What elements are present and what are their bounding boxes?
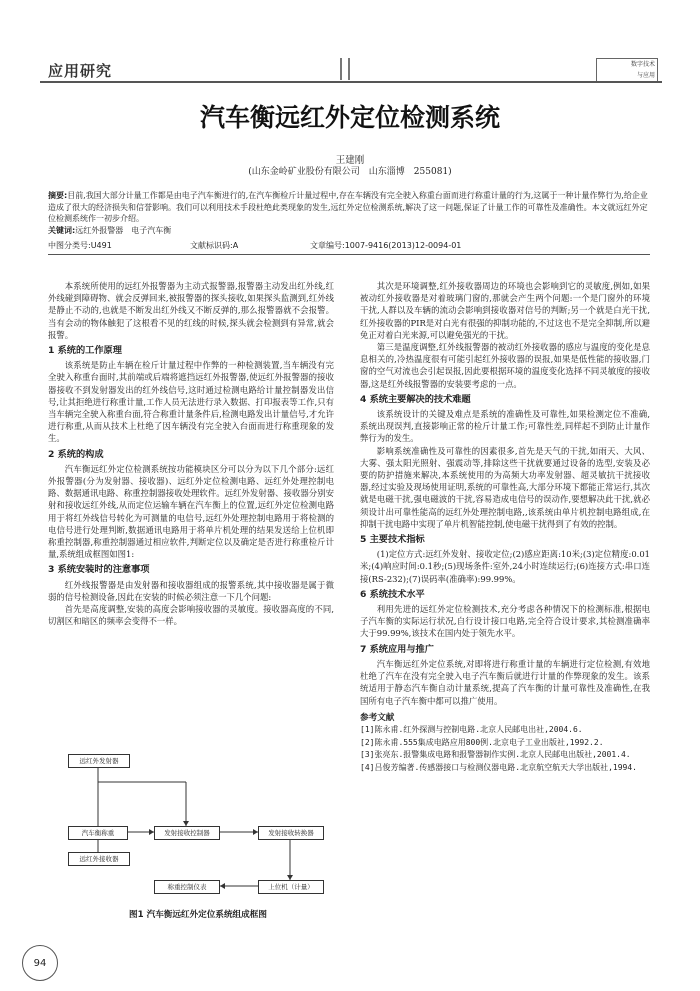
paragraph: 其次是环境调整,红外接收器周边的环境也会影响到它的灵敏度,例如,如果被动红外接收器是对着玻璃门窗的,那就会产生两个问题:一个是门窗外的环境干扰,人群以及车辆的流动会影响到接收器对信号的判断;另一个就是白光干扰,红外接收器的PIR是对白光有很强的抑制功能的,不过这也不是完全抑制,所以避免正对着白光来源,可以避免强光的干扰。: [360, 281, 650, 340]
detect-controller-block: 发射接收控制器: [154, 826, 220, 840]
abstract: [48, 190, 648, 236]
header-rule: [40, 81, 662, 83]
page-number: 94: [22, 945, 58, 981]
logo-line-2: 与应用: [636, 72, 655, 79]
intro-paragraph: 本系统所使用的远红外报警器为主动式报警器,报警器主动发出红外线,红外线碰到障碍物、就会反弹回来,被报警器的探头接收,如果探头监测到,红外线是静止不动的,也就是不断发出红外线又不断反弹的,那么报警器就不会报警。当有会动的物体触犯了这根看不见的红线的时候,探头就会检测到有异常,就会报警。: [48, 281, 334, 340]
paragraph: 首先是高度调整,安装的高度会影响接收器的灵敏度。接收器高度的不同,切割区和暗区的频率会变得不一样。: [48, 604, 334, 627]
paragraph: 汽车衡远红外定位系统,对即将进行称重计量的车辆进行定位检测,有效地杜绝了汽车在没有完全驶入电子汽车衡后就进行计量的作弊现象的发生。该系统适用于静态汽车衡自动计量系统,提高了汽车衡的计量可靠性及准确性,在我国所有电子汽车衡中都可以推广使用。: [360, 658, 650, 706]
section-heading: 5 主要技术指标: [360, 534, 425, 546]
meta-rule: [48, 254, 650, 255]
keywords-text: 远红外报警器 电子汽车衡: [75, 225, 172, 235]
logo-line-1: 数字技术: [630, 61, 655, 68]
section-heading: 1 系统的工作原理: [48, 345, 122, 357]
clc-number: 中图分类号:U491: [48, 241, 112, 250]
author: 王建刚: [335, 155, 365, 166]
reference-item: [2]陈永甫.555集成电路应用800例.北京电子工业出版社,1992.2.: [360, 737, 604, 747]
converter-block: 发射接收转换器: [258, 826, 324, 840]
reference-item: [4]吕俊芳编著.传感器接口与检测仪器电路.北京航空航天大学出版社,1994.: [360, 762, 637, 772]
paragraph: 该系统是防止车辆在检斤计量过程中作弊的一种检测装置,当车辆没有完全驶入称重台面时,其前端或后端将遮挡远红外报警器,使远红外报警器的接收器接收不到发射器发出的红外线信号,这时通过检测电路给计量控制器发出信号,让其拒绝进行称重计量,工作人员无法进行录入数据、打印报表等工作,只有当车辆完全驶入称重台面,符合称重计量条件后,检测电路发出计量信号,才允许进行称重,从而从技术上杜绝了因车辆没有完全驶入台面而进行称重现象的发生。: [48, 360, 334, 444]
paragraph: 该系统设计的关键及难点是系统的准确性及可靠性,如果检测定位不准确,系统出现误判,直接影响正常的检斤计量工作;可靠性差,同样起不到防止计量作弊行为的发生。: [360, 409, 650, 444]
figure-caption: 图1 汽车衡远红外定位系统组成框图: [129, 910, 267, 920]
section-heading: 2 系统的构成: [48, 448, 104, 460]
paragraph: 红外线报警器是由发射器和接收器组成的报警系统,其中接收器是属于微弱的信号检测设备,因此在安装的时候必须注意一下几个问题:: [48, 579, 334, 602]
article-title: 汽车衡远红外定位检测系统: [199, 103, 500, 132]
paragraph: 影响系统准确性及可靠性的因素很多,首先是天气的干扰,如雨天、大风、大雾、强太阳光照射、强震动等,排除这些干扰就要通过设备的选型,安装及必要的防护措施来解决,本系统使用的为高频大功率发射器、超灵敏抗干扰接收器,经过实验及现场使用证明,系统的可靠性高,大部分环境下都能正常运行,其次就是电磁干扰,强电磁波的干扰,容易造成电信号的误动作,要想解决此干扰,就必须设计出可靠性能高的远红外处理控制电路,,该系统由单片机控制电路组成,在抑制干扰电路中实现了单片机智能控制,使电磁干扰得到了有效的控制。: [360, 445, 650, 529]
ir-receiver-block: 远红外接收器: [68, 852, 130, 866]
paragraph: 汽车衡远红外定位检测系统按功能模块区分可以分为以下几个部分:远红外报警器(分为发射器、接收器)、远红外定位检测电路、远红外处理控制电路、数据通讯电路、称重控制器接收处理软件。远红外发射器、接收器分别安射和接收远红外线,从而定位运输车辆在汽车衡上的位置,远红外定位检测电路用于将红外线信号转化为可测量的电信号,远红外处理控制电路用于将检测的电信号进行处理判断,数据通讯电路用于将单片机处理的结果发送给上位机即称重控制器,称重控制器通过相应软件,判断定位以及确定是否进行称重检斤计量,系统组成框图如图1:: [48, 463, 334, 560]
reference-item: [1]陈永甫.红外探测与控制电路.北京人民邮电出社,2004.6.: [360, 724, 583, 734]
reference-item: [3]张亮东.报警集成电路和报警器制作实例.北京人民邮电出版社,2001.4.: [360, 750, 631, 760]
references-heading: 参考文献: [360, 712, 395, 723]
journal-logo: [596, 58, 658, 82]
paragraph: 利用先进的远红外定位检测技术,充分考虑各种情况下的检测标准,根据电子汽车衡的实际运行状况,自行设计接口电路,完全符合设计要求,其检测准确率大于99.99%,该技术在国内处于领先水平。: [360, 604, 650, 639]
affiliation: (山东金岭矿业股份有限公司 山东淄博 255081): [248, 167, 452, 177]
paragraph: (1)定位方式:远红外发射、接收定位;(2)感应距离:10米;(3)定位精度:0.01米;(4)响应时间:0.1秒;(5)现场条件:室外,24小时连续运行;(6)连接方式:串口连接(RS-232);(7)误码率(准确率):99.99%。: [360, 549, 650, 584]
abstract-text: 目前,我国大部分计量工作都是由电子汽车衡进行的,在汽车衡检斤计量过程中,存在车辆没有完全驶入称重台面而进行称重计量的行为,这属于一种计量作弊行为,给企业造成了很大的经济损失和信誉影响。我们可以利用技术手段杜绝此类现象的发生,远红外定位检测系统,解决了这一问题,保证了计量工作的可靠性及准确性。本文就远红外定位检测系统作一初步介绍。: [48, 191, 648, 223]
document-code: 文献标识码:A: [190, 241, 239, 250]
section-label: 应用研究: [48, 62, 113, 80]
section-heading: 7 系统应用与推广: [360, 643, 434, 655]
left-column: [48, 280, 334, 627]
keywords-label: 关键词:: [48, 225, 76, 235]
header-divider: [340, 58, 342, 80]
abstract-label: 摘要:: [48, 191, 68, 200]
header-divider: [348, 58, 350, 80]
paragraph: 第三是温度调整,红外线报警器的被动红外接收器的感应与温度的变化是息息相关的,冷热温度很有可能引起红外接收器的误报,如果是低性能的接收器,门窗的空气对流也会引起误报,因此要根据环境的温度变化选择不同灵敏度的接收器,这是红外线报警器的安装要考虑的一点。: [360, 342, 650, 389]
section-heading: 4 系统主要解决的技术难题: [360, 393, 471, 405]
host-computer-block: 上位机（计量）: [258, 880, 324, 894]
scale-weighing-block: 汽车衡称重: [68, 826, 128, 840]
article-number: 文章编号:1007-9416(2013)12-0094-01: [310, 241, 462, 250]
right-column: [360, 280, 650, 774]
section-heading: 3 系统安装时的注意事项: [48, 564, 150, 576]
system-block-diagram: [58, 752, 334, 902]
weighing-controller-block: 称重控制仪表: [154, 880, 220, 894]
ir-transmitter-block: 远红外发射器: [68, 754, 130, 768]
section-heading: 6 系统技术水平: [360, 588, 425, 600]
